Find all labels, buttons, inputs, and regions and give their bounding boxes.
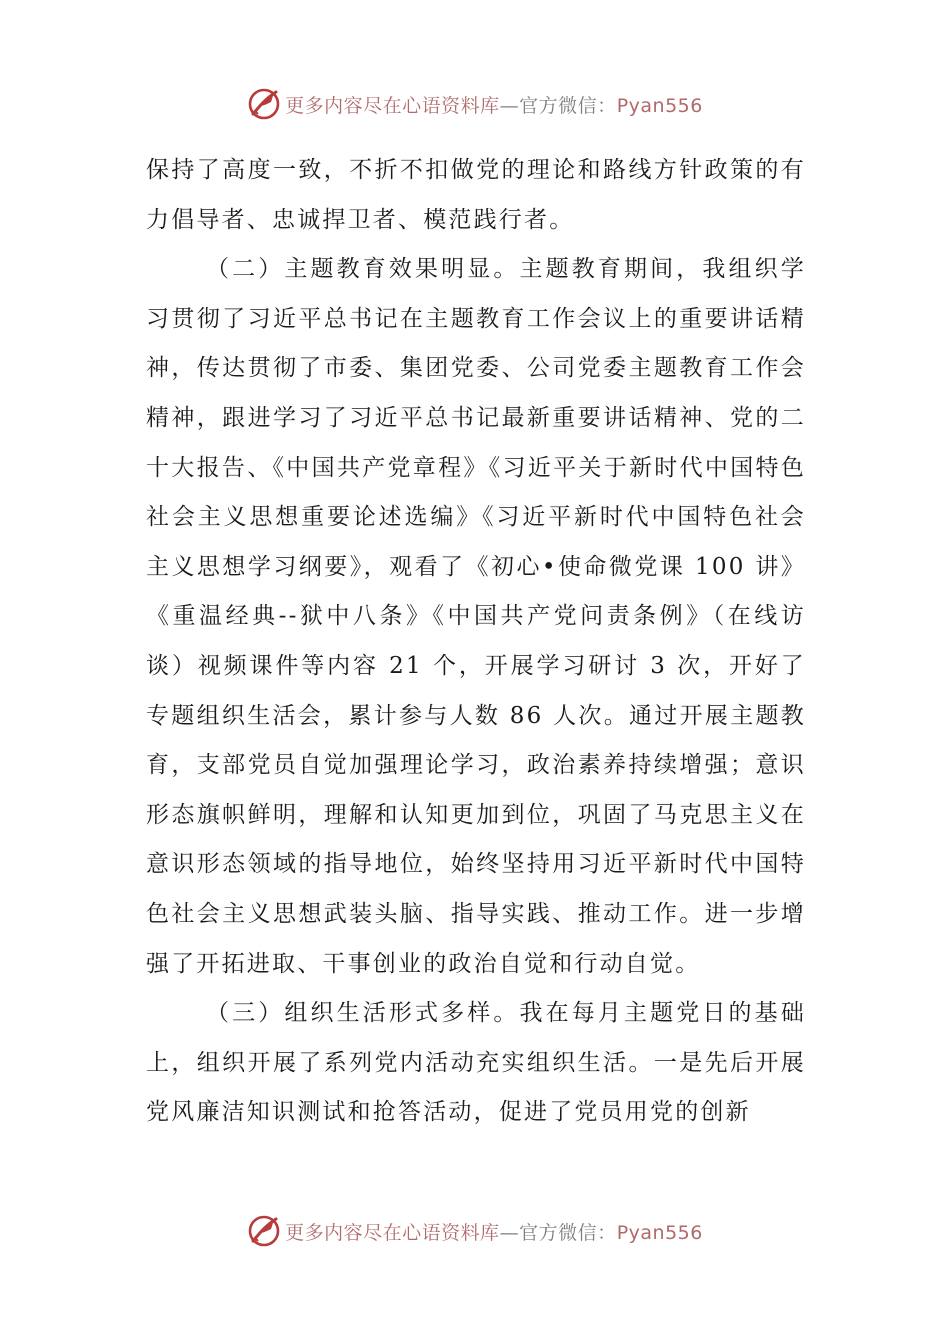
header-watermark — [0, 84, 950, 124]
watermark-main: 更多内容尽在心语资料库 — [285, 94, 500, 117]
document-body — [146, 146, 806, 1138]
watermark-id: Pyan556 — [616, 94, 703, 117]
quill-logo-icon — [247, 87, 281, 121]
watermark-sub: —官方微信： — [499, 94, 617, 117]
watermark-sub: —官方微信： — [499, 1221, 617, 1244]
paragraph-3: （三）组织生活形式多样。我在每月主题党日的基础上，组织开展了系列党内活动充实组织生活。一是先后开展党风廉洁知识测试和抢答活动，促进了党员用党的创新 — [146, 1000, 806, 1126]
watermark-id: Pyan556 — [616, 1221, 703, 1244]
paragraph-1: 保持了高度一致，不折不扣做党的理论和路线方针政策的有力倡导者、忠诚捍卫者、模范践行者。 — [146, 157, 806, 233]
paragraph-2: （二）主题教育效果明显。主题教育期间，我组织学习贯彻了习近平总书记在主题教育工作会议上的重要讲话精神，传达贯彻了市委、集团党委、公司党委主题教育工作会精神，跟进学习了习近平总书记最新重要讲话精神、党的二十大报告、《中国共产党章程》《习近平关于新时代中国特色社会主义思想重要论述选编》《习近平新时代中国特色社会主义思想学习纲要》，观看了《初心•使命微党课 100 讲》《重温经典--狱中八条》《中国共产党问责条例》（在线访谈）视频课件等内容 21 个，开展学习研讨 3 次，开好了专题组织生活会，累计参与人数 86 人次。通过开展主题教育，支部党员自觉加强理论学习，政治素养持续增强；意识形态旗帜鲜明，理解和认知更加到位，巩固了马克思主义在意识形态领域的指导地位，始终坚持用习近平新时代中国特色社会主义思想武装头脑、指导实践、推动工作。进一步增强了开拓进取、干事创业的政治自觉和行动自觉。 — [146, 256, 806, 977]
footer-watermark — [0, 1211, 950, 1251]
watermark-text — [285, 91, 703, 118]
watermark-main: 更多内容尽在心语资料库 — [285, 1221, 500, 1244]
quill-logo-icon — [247, 1214, 281, 1248]
watermark-text — [285, 1218, 703, 1245]
